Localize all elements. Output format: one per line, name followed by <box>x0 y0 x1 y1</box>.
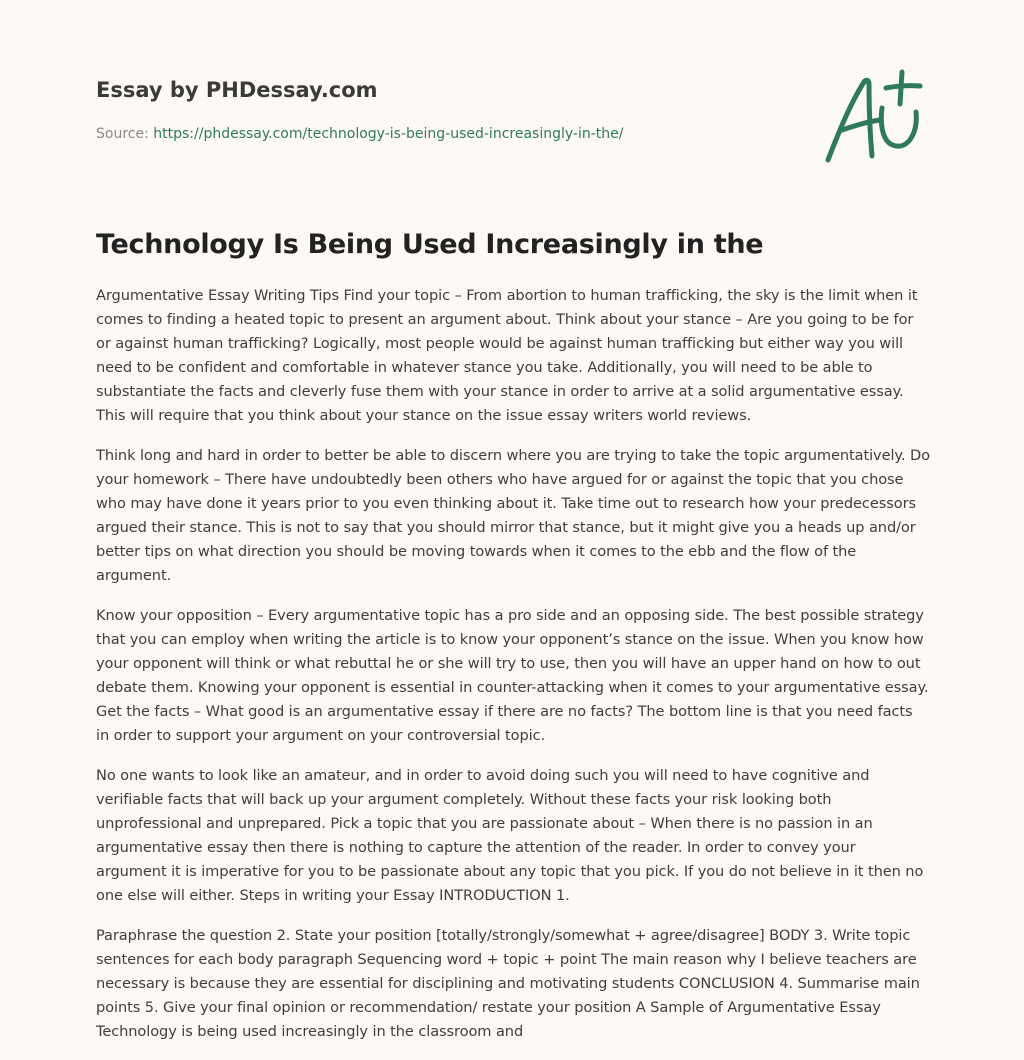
source-line <box>96 124 796 144</box>
essay-title: Technology Is Being Used Increasingly in the <box>96 229 764 260</box>
essay-content <box>96 226 930 1060</box>
essay-paragraph: No one wants to look like an amateur, and in order to avoid doing such you will need to have cognitive and verifiable facts that will back up your argument completely. Without these facts your risk looking both unprofessional and unprepared. Pick a topic that you are passionate about – When there is no passion in an argumentative essay then there is nothing to capture the attention of the reader. In order to convey your argument it is imperative for you to be passionate about any topic that you pick. If you do not believe in it then no one else will either. Steps in writing your Essay INTRODUCTION 1. <box>96 767 924 904</box>
essay-paragraph: Argumentative Essay Writing Tips Find your topic – From abortion to human trafficking, the sky is the limit when it comes to finding a heated topic to present an argument about. Think about your stance – Are you going to be for or against human trafficking? Logically, most people would be against human trafficking but either way you will need to be confident and comfortable in whatever stance you take. Additionally, you will need to be able to substantiate the facts and cleverly fuse them with your stance in order to arrive at a solid argumentative essay. This will require that you think about your stance on the issue essay writers world reviews. <box>96 287 918 424</box>
page-header <box>96 76 796 144</box>
source-link[interactable]: https://phdessay.com/technology-is-being-used-increasingly-in-the/ <box>153 126 624 142</box>
essay-paragraph: Paraphrase the question 2. State your position [totally/strongly/somewhat + agree/disagree] BODY 3. Write topic sentences for each body paragraph Sequencing word + topic + point The main reason why I believe teachers are necessary is because they are essential for disciplining and motivating students CONCLUSION 4. Summarise main points 5. Give your final opinion or recommendation/ restate your position A Sample of Argumentative Essay Technology is being used increasingly in the classroom and <box>96 927 920 1040</box>
source-label: Source: <box>96 126 149 142</box>
essay-paragraph: Think long and hard in order to better be able to discern where you are trying to take the topic argumentatively. Do your homework – There have undoubtedly been others who have argued for or against the topic that you chose who may have done it years prior to you even thinking about it. Take time out to research how your predecessors argued their stance. This is not to say that you should mirror that stance, but it might give you a heads up and/or better tips on what direction you should be moving towards when it comes to the ebb and the flow of the argument. <box>96 447 930 584</box>
site-title: Essay by PHDessay.com <box>96 78 378 102</box>
a-plus-logo-icon <box>820 64 930 168</box>
essay-paragraph: Know your opposition – Every argumentative topic has a pro side and an opposing side. The best possible strategy that you can employ when writing the article is to know your opponent’s stance on the issue. When you know how your opponent will think or what rebuttal he or she will try to use, then you will have an upper hand on how to out debate them. Knowing your opponent is essential in counter-attacking when it comes to your argumentative essay. Get the facts – What good is an argumentative essay if there are no facts? The bottom line is that you need facts in order to support your argument on your controversial topic. <box>96 607 929 744</box>
